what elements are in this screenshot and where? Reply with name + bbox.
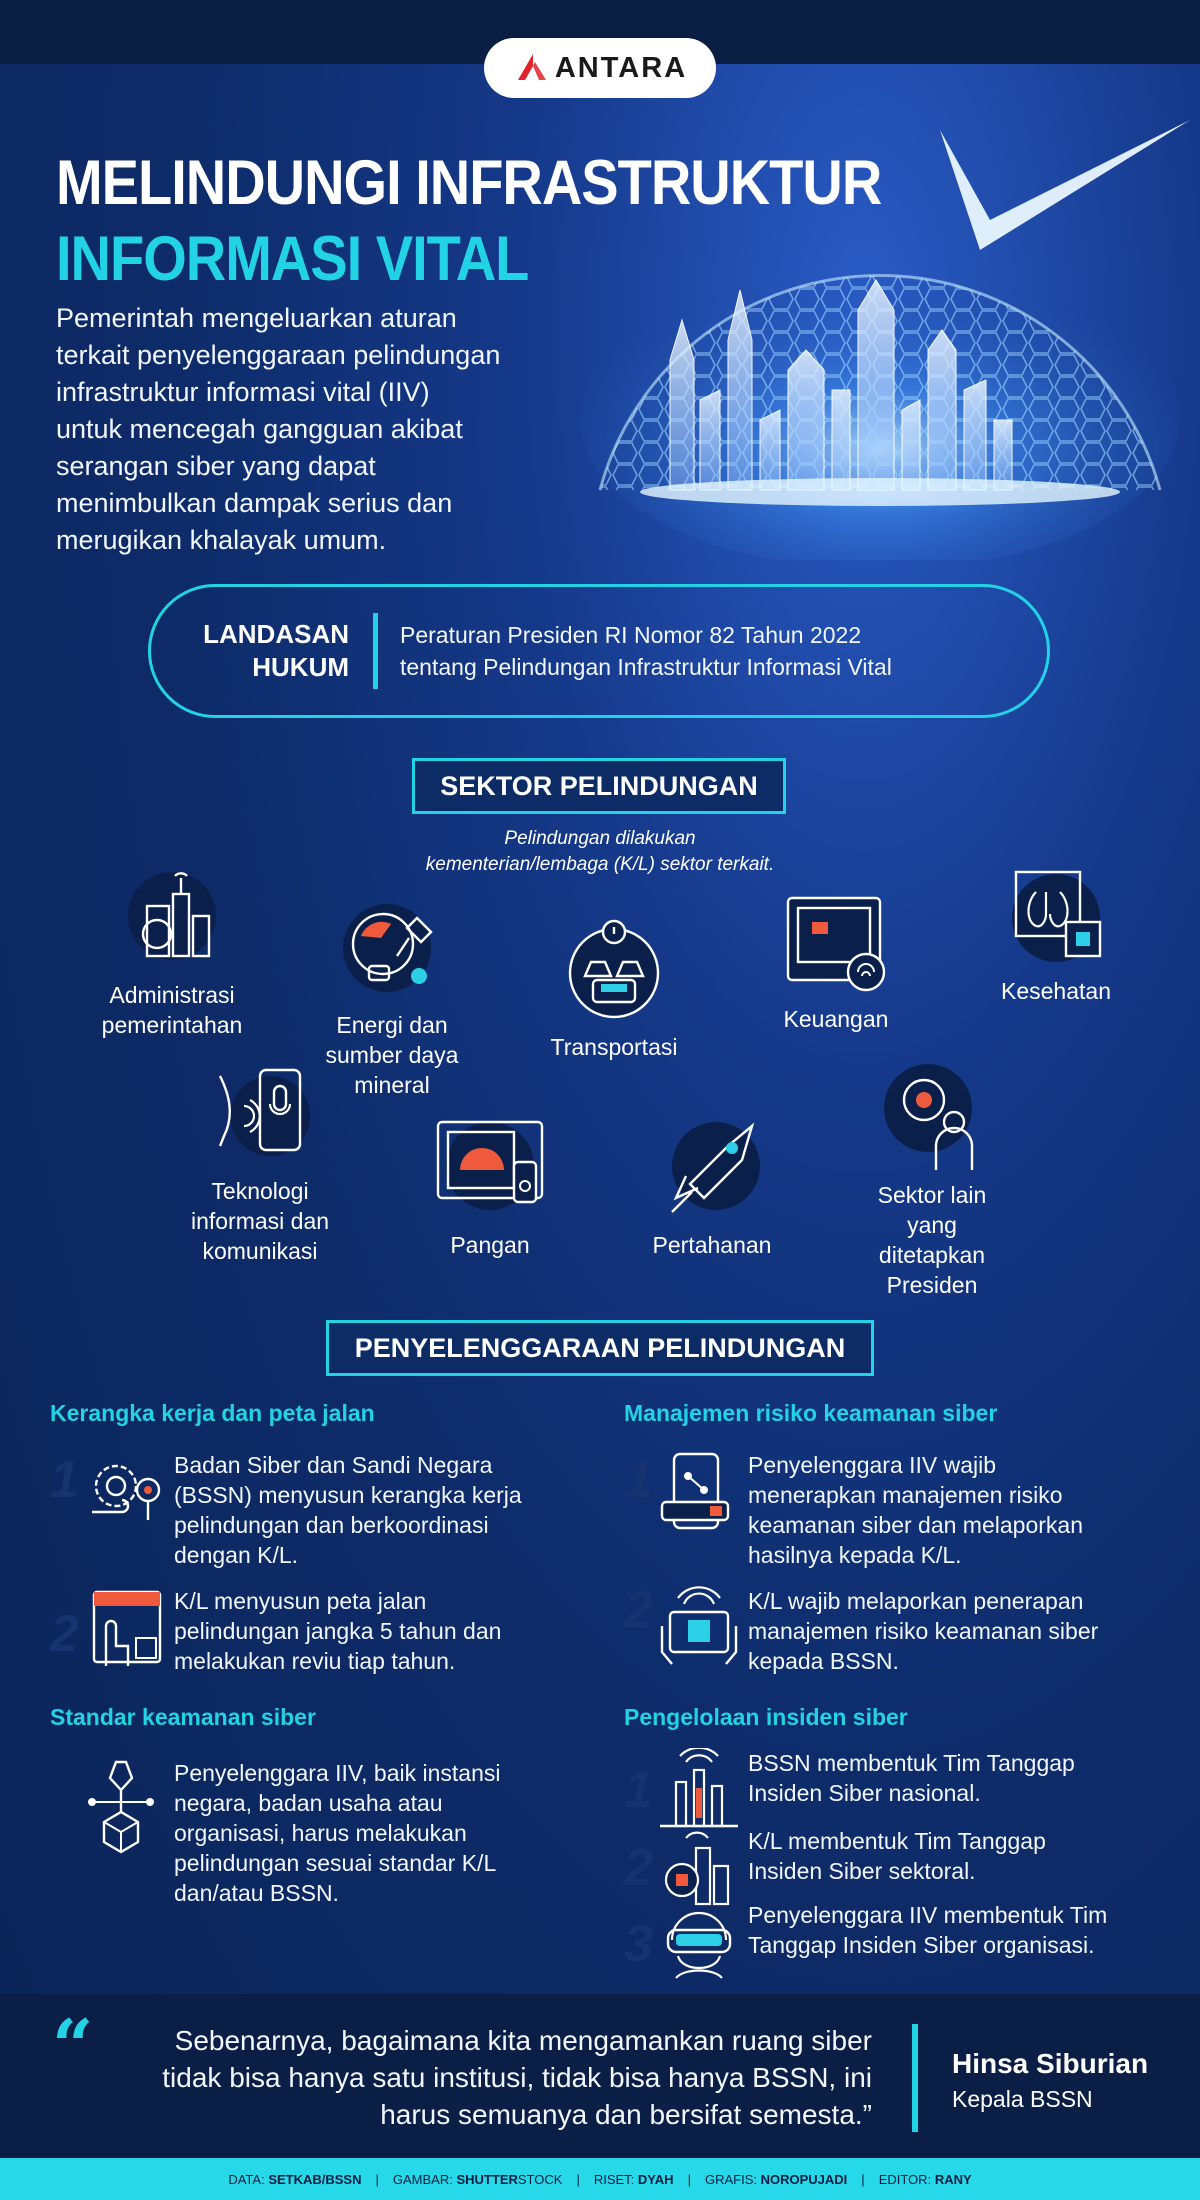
manajemen-item-2 — [624, 1581, 1184, 1686]
phone-network-icon — [656, 1450, 742, 1536]
quote-text — [80, 2022, 872, 2133]
sektor-section-title: SEKTOR PELINDUNGAN — [412, 758, 786, 814]
legal-basis-label — [151, 618, 373, 684]
item-text-line: dan/atau BSSN. — [174, 1880, 339, 1906]
title-line-1: MELINDUNGI INFRASTRUKTUR — [56, 147, 882, 218]
quote-line: Sebenarnya, bagaimana kita mengamankan ruang siber — [174, 2025, 872, 2056]
sector-label-line: Presiden — [886, 1272, 978, 1298]
tablet-hands-icon — [656, 1586, 742, 1672]
item-text-line: K/L wajib melaporkan penerapan — [748, 1588, 1084, 1614]
item-text-line: Badan Siber dan Sandi Negara — [174, 1452, 493, 1478]
credit-separator: | — [375, 2171, 379, 2187]
sector-label-line: Sektor lain — [877, 1182, 987, 1208]
item-text-line: pelindungan jangka 5 tahun dan — [174, 1618, 502, 1644]
calendar-hand-icon — [82, 1586, 168, 1672]
legal-basis-box — [148, 584, 1050, 718]
credit-separator: | — [861, 2171, 865, 2187]
pen-cube-network-icon — [82, 1758, 168, 1858]
kerangka-item-2 — [50, 1586, 610, 1686]
legal-label-line: LANDASAN — [203, 619, 349, 649]
sector-label-line: Energi dan — [336, 1012, 448, 1038]
safe-fingerprint-icon — [776, 890, 896, 1000]
intro-line: merugikan khalayak umum. — [56, 525, 387, 555]
sektor-note-line: kementerian/lembaga (K/L) sektor terkait. — [425, 854, 775, 875]
sector-label-line: informasi dan — [190, 1208, 330, 1234]
sector-label-line: Transportasi — [550, 1034, 678, 1060]
item-text-line: menerapkan manajemen risiko — [748, 1482, 1063, 1508]
credits-bar — [0, 2158, 1200, 2200]
standar-item-1 — [50, 1758, 610, 1918]
item-text-line: organisasi, harus melakukan — [174, 1820, 467, 1846]
item-text-line: hasilnya kepada K/L. — [748, 1542, 962, 1568]
intro-line: terkait penyelenggaraan pelindungan — [56, 340, 501, 370]
sector-pangan — [390, 1116, 590, 1260]
sector-label-line: Keuangan — [783, 1006, 889, 1032]
sector-tik — [160, 1066, 360, 1266]
item-number: 1 — [624, 1761, 653, 1819]
quote-line: harus semuanya dan bersifat semesta.” — [380, 2099, 872, 2130]
vr-headset-icon — [656, 1900, 742, 1980]
item-text-line: kepada BSSN. — [748, 1648, 899, 1674]
insiden-item-3 — [624, 1900, 1184, 1980]
intro-line: infrastruktur informasi vital (IIV) — [56, 377, 430, 407]
intro-line: Pemerintah mengeluarkan aturan — [56, 303, 457, 333]
sector-label-line: Pertahanan — [652, 1232, 772, 1258]
legal-text-line: Peraturan Presiden RI Nomor 82 Tahun 2022 — [400, 622, 862, 648]
item-text-line: (BSSN) menyusun kerangka kerja — [174, 1482, 522, 1508]
sector-label-line: sumber daya — [325, 1042, 459, 1068]
item-text-line: manajemen risiko keamanan siber — [748, 1618, 1099, 1644]
item-number: 2 — [624, 1839, 653, 1897]
credit-gambar: GAMBAR: SHUTTERSTOCK — [392, 2171, 563, 2187]
credit-data: DATA: SETKAB/BSSN — [228, 2171, 362, 2187]
quote-line: tidak bisa hanya satu institusi, tidak bisa hanya BSSN, ini — [162, 2062, 872, 2093]
transportation-cars-icon — [559, 918, 669, 1028]
sector-label-line: ditetapkan — [878, 1242, 986, 1268]
sector-label-line: Kesehatan — [1001, 978, 1111, 1004]
standar-heading: Standar keamanan siber — [50, 1704, 316, 1730]
title-line-2: INFORMASI VITAL — [56, 223, 529, 294]
penyelenggaraan-section-title: PENYELENGGARAAN PELINDUNGAN — [326, 1320, 874, 1376]
sector-label-line: Pangan — [450, 1232, 530, 1258]
item-text-line: Penyelenggara IIV, baik instansi — [174, 1760, 501, 1786]
item-text-line: Insiden Siber nasional. — [748, 1780, 981, 1806]
intro-line: serangan siber yang dapat — [56, 451, 376, 481]
credit-grafis: GRAFIS: NOROPUJADI — [704, 2171, 848, 2187]
manajemen-heading: Manajemen risiko keamanan siber — [624, 1400, 998, 1426]
item-text-line: BSSN membentuk Tim Tanggap — [748, 1750, 1075, 1776]
health-lungs-icon — [996, 862, 1116, 972]
food-microwave-icon — [430, 1116, 550, 1226]
item-number: 1 — [50, 1451, 79, 1509]
item-number: 2 — [624, 1581, 653, 1639]
person-gear-icon — [872, 1060, 992, 1176]
credit-separator: | — [576, 2171, 580, 2187]
sector-administrasi — [72, 866, 272, 1040]
gear-bulb-icon — [82, 1450, 168, 1536]
voice-phone-icon — [200, 1066, 320, 1172]
city-wifi-icon — [656, 1748, 742, 1828]
sektor-note — [300, 826, 900, 878]
item-number: 3 — [624, 1915, 653, 1973]
quote-speaker-role: Kepala BSSN — [952, 2086, 1093, 2112]
kerangka-heading: Kerangka kerja dan peta jalan — [50, 1400, 375, 1426]
item-text-line: negara, badan usaha atau — [174, 1790, 443, 1816]
sector-label-line: Administrasi — [109, 982, 235, 1008]
legal-basis-text — [378, 619, 892, 683]
sector-label-line: yang — [907, 1212, 957, 1238]
item-text-line: K/L menyusun peta jalan — [174, 1588, 427, 1614]
intro-line: untuk mencegah gangguan akibat — [56, 414, 463, 444]
sector-transportasi — [514, 918, 714, 1062]
sector-keuangan — [736, 890, 936, 1034]
item-text-line: pelindungan dan berkoordinasi — [174, 1512, 489, 1538]
insiden-item-2 — [624, 1826, 1184, 1902]
manajemen-item-1 — [624, 1450, 1184, 1570]
item-text-line: Penyelenggara IIV wajib — [748, 1452, 997, 1478]
sector-kesehatan — [956, 862, 1156, 1006]
sector-label-line: pemerintahan — [101, 1012, 243, 1038]
item-number: 2 — [50, 1605, 79, 1663]
sector-label-line: Teknologi — [211, 1178, 309, 1204]
insiden-heading: Pengelolaan insiden siber — [624, 1704, 908, 1730]
legal-text-line: tentang Pelindungan Infrastruktur Informasi Vital — [400, 654, 892, 680]
sector-lain — [832, 1060, 1032, 1300]
antara-logo-icon — [513, 51, 547, 85]
sector-label-line: komunikasi — [202, 1238, 318, 1264]
government-building-icon — [117, 866, 227, 976]
kerangka-item-1 — [50, 1450, 610, 1570]
quote-speaker-name: Hinsa Siburian — [952, 2048, 1149, 2079]
item-text-line: Penyelenggara IIV membentuk Tim — [748, 1902, 1108, 1928]
legal-label-line: HUKUM — [252, 652, 349, 682]
item-text-line: Tanggap Insiden Siber organisasi. — [748, 1932, 1095, 1958]
quote-divider — [912, 2024, 918, 2132]
sektor-note-line: Pelindungan dilakukan — [504, 828, 696, 849]
sector-pertahanan — [612, 1116, 812, 1260]
intro-paragraph — [56, 300, 576, 559]
item-text-line: Insiden Siber sektoral. — [748, 1858, 976, 1884]
sector-label-line: mineral — [354, 1072, 430, 1098]
intro-line: menimbulkan dampak serius dan — [56, 488, 453, 518]
item-text-line: melakukan reviu tiap tahun. — [174, 1648, 456, 1674]
credit-editor: EDITOR: RANY — [878, 2171, 972, 2187]
item-text-line: keamanan siber dan melaporkan — [748, 1512, 1083, 1538]
item-text-line: pelindungan sesuai standar K/L — [174, 1850, 497, 1876]
credit-riset: RISET: DYAH — [593, 2171, 674, 2187]
quote-mark-icon: “ — [52, 2003, 94, 2088]
credit-separator: | — [687, 2171, 691, 2187]
item-number: 1 — [624, 1451, 653, 1509]
insiden-item-1 — [624, 1748, 1184, 1824]
rocket-icon — [652, 1116, 772, 1226]
item-text-line: dengan K/L. — [174, 1542, 299, 1568]
item-text-line: K/L membentuk Tim Tanggap — [748, 1828, 1046, 1854]
energy-plug-bulb-icon — [337, 896, 447, 1006]
antara-logo-text: ANTARA — [554, 51, 688, 84]
antara-logo — [484, 38, 716, 98]
buildings-chip-icon — [656, 1826, 742, 1906]
